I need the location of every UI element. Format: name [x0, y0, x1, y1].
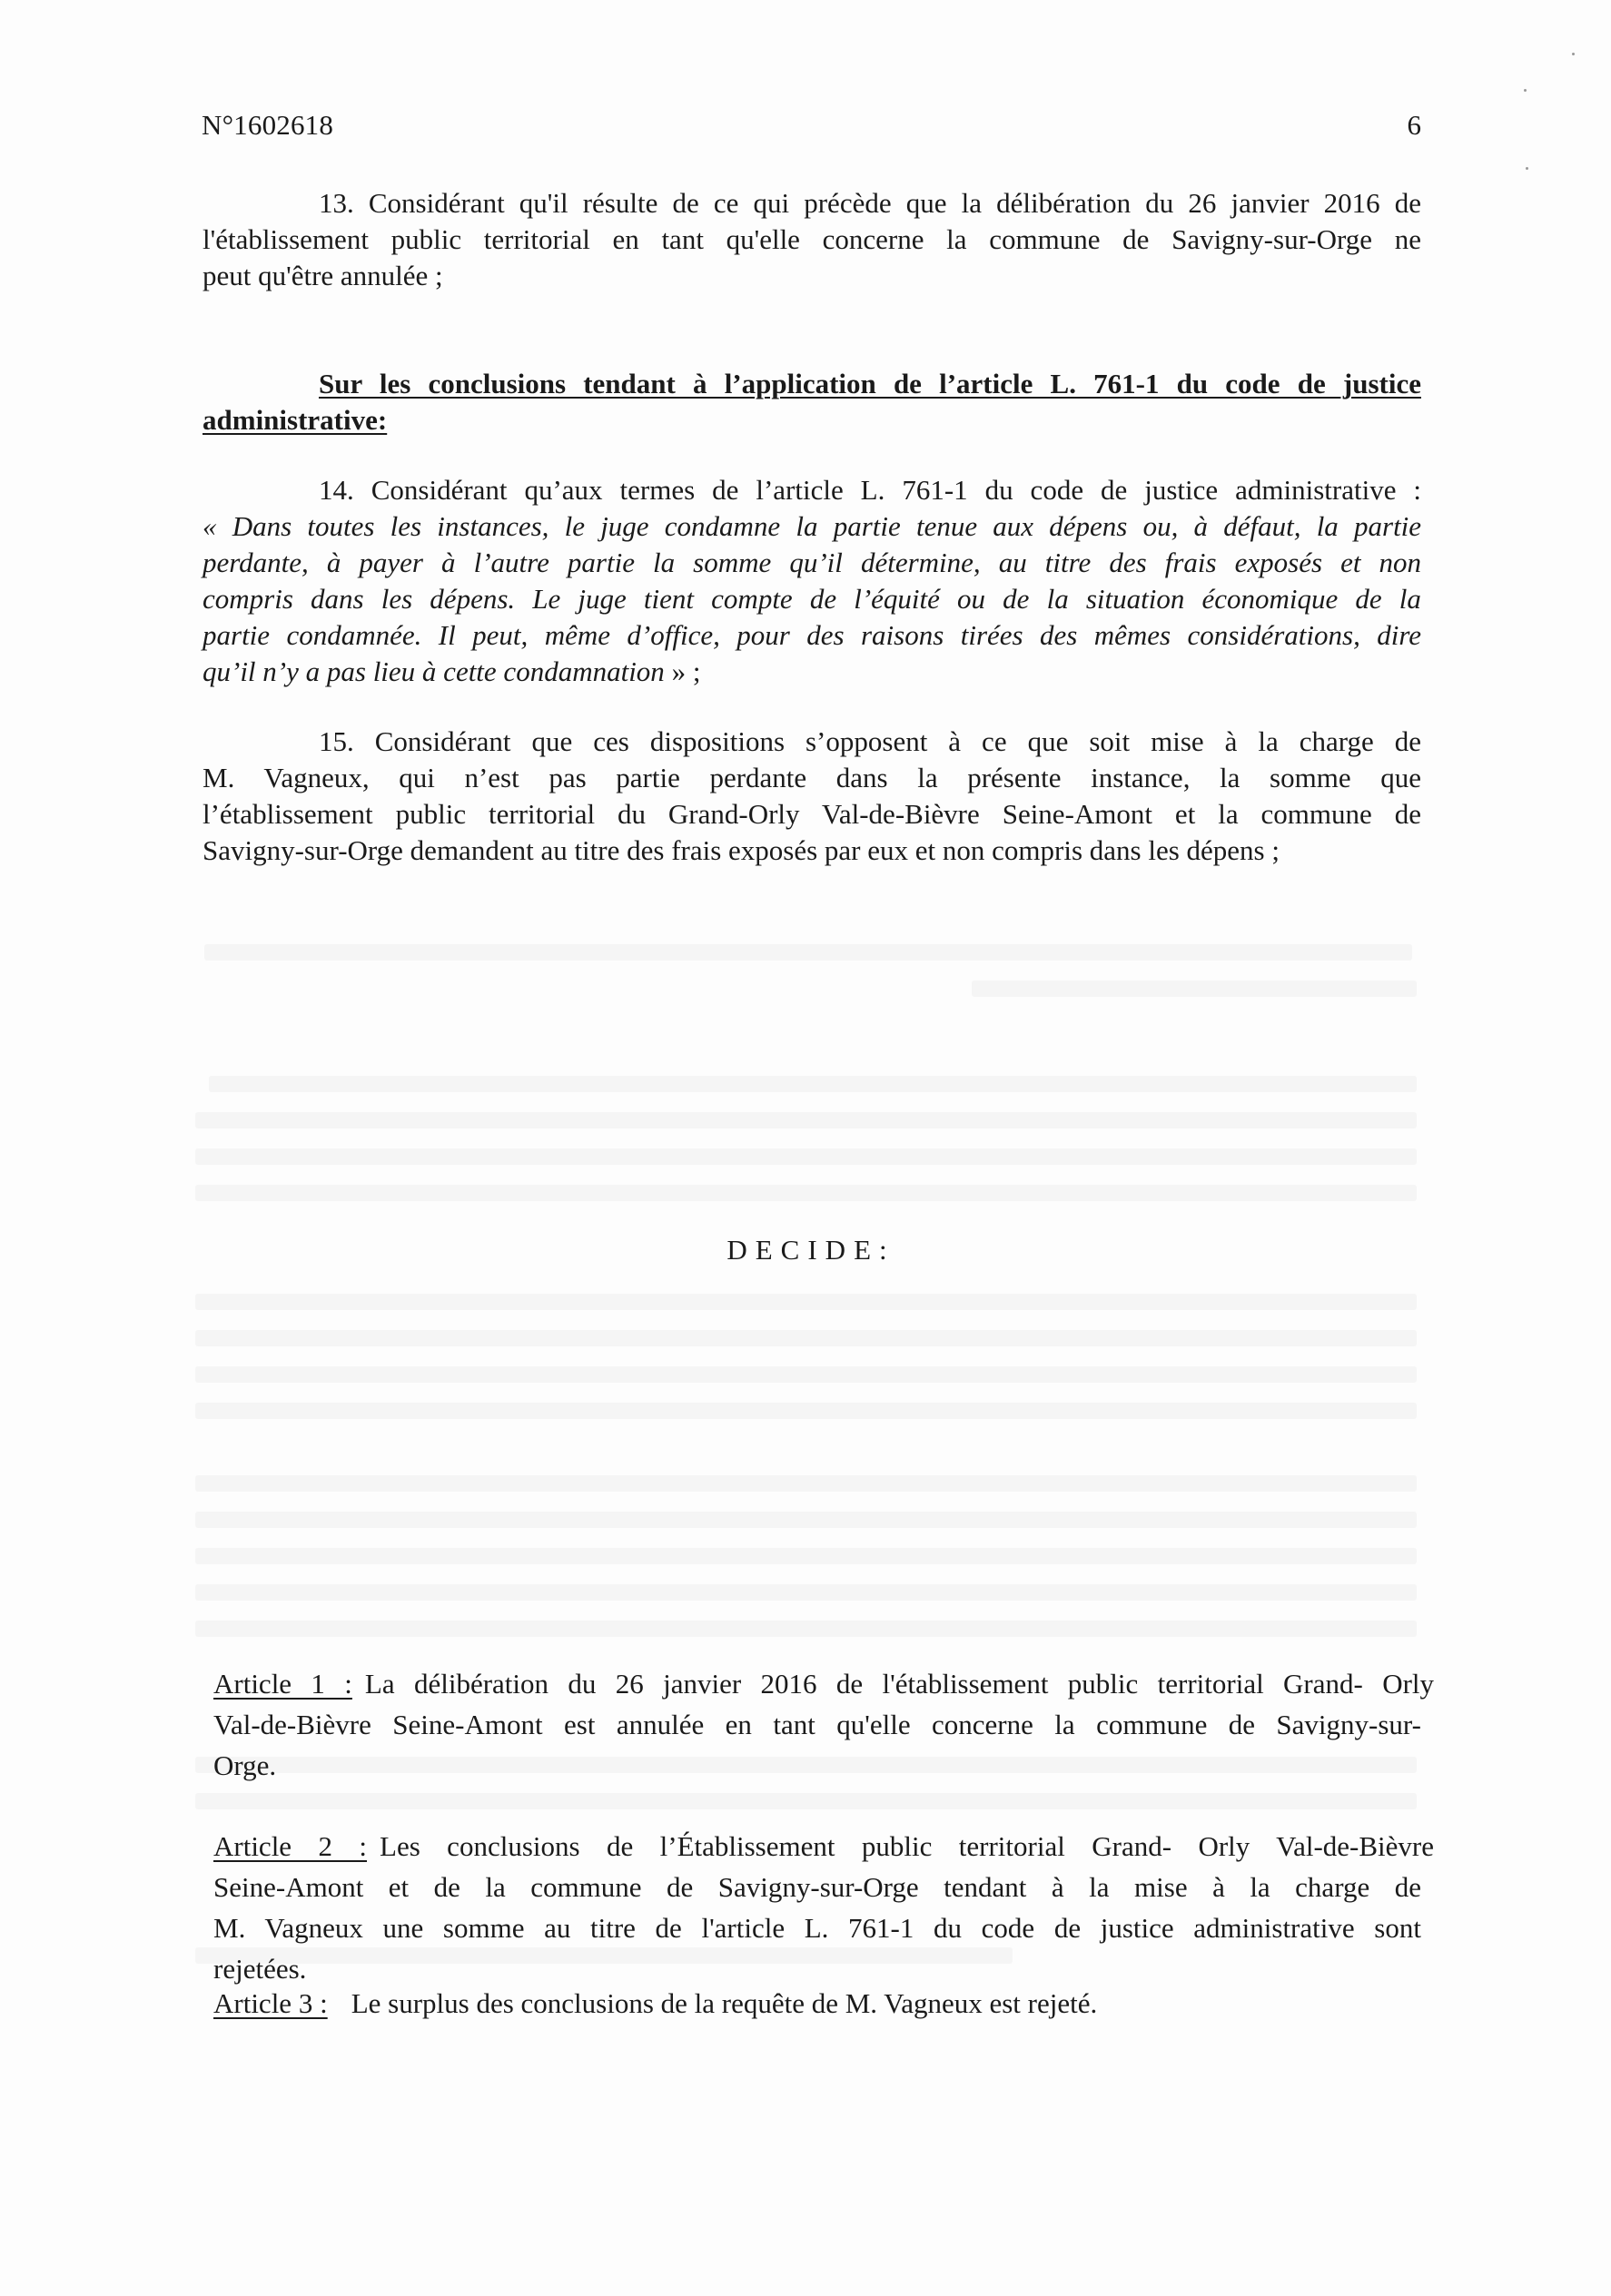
paragraph-line: peut qu'être annulée ; — [203, 260, 443, 291]
paragraph-line: l’établissement public territorial du Grand-Orly Val-de-Bièvre Seine-Amont et la commune de — [203, 798, 1421, 830]
bleed-through-mark — [195, 1548, 1417, 1564]
scan-speck — [1526, 167, 1528, 170]
bleed-through-mark — [195, 1621, 1417, 1637]
article-text: Les conclusions de l’Établissement public territorial Grand- Orly Val-de-Bièvre — [380, 1830, 1434, 1862]
scan-speck — [1572, 53, 1575, 55]
bleed-through-mark — [195, 1512, 1417, 1528]
paragraph-line: 15. Considérant que ces dispositions s’opposent à ce que soit mise à la charge de — [319, 725, 1422, 757]
quote-end: qu’il n’y a pas lieu à cette condamnation — [203, 655, 665, 687]
bleed-through-mark — [195, 1584, 1417, 1601]
paragraph-line: Savigny-sur-Orge demandent au titre des frais exposés par eux et non compris dans les dépens ; — [203, 834, 1280, 866]
article-3 — [213, 1983, 1421, 2024]
bleed-through-mark — [195, 1403, 1417, 1419]
article-line: Val-de-Bièvre Seine-Amont est annulée en tant qu'elle concerne la commune de Savigny-sur- — [213, 1709, 1421, 1740]
section-heading — [203, 366, 1421, 439]
decision-title: DECIDE: — [726, 1234, 895, 1266]
quote-line: perdante, à payer à l’autre partie la somme qu’il détermine, au titre des frais exposés et non — [203, 547, 1422, 578]
paragraph-line: 14. Considérant qu’aux termes de l’article L. 761-1 du code de justice administrative : — [319, 474, 1422, 506]
article-line: rejetées. — [213, 1953, 307, 1985]
heading-text: administrative: — [203, 404, 388, 436]
bleed-through-mark — [204, 944, 1412, 961]
heading-text: Sur les conclusions tendant à l’application de l’article L. 761-1 du code de justice — [319, 368, 1421, 399]
bleed-through-mark — [195, 1148, 1417, 1165]
bleed-through-mark — [195, 1793, 1417, 1809]
article-label: Article 3 : — [213, 1987, 328, 2019]
paragraph-line: 13. Considérant qu'il résulte de ce qui précède que la délibération du 26 janvier 2016 de — [319, 187, 1422, 219]
paragraph-15 — [203, 724, 1421, 869]
paragraph-13 — [203, 185, 1421, 294]
scan-speck — [1524, 89, 1527, 92]
bleed-through-mark — [195, 1475, 1417, 1492]
bleed-through-mark — [195, 1185, 1417, 1201]
quote-closing: » ; — [664, 655, 701, 687]
bleed-through-mark — [209, 1076, 1417, 1092]
article-text: Le surplus des conclusions de la requête de M. Vagneux est rejeté. — [351, 1987, 1098, 2019]
bleed-through-mark — [972, 980, 1417, 997]
bleed-through-mark — [195, 1294, 1417, 1310]
heading-line — [203, 366, 1421, 402]
paragraph-14 — [203, 472, 1421, 690]
article-label: Article 1 : — [213, 1668, 352, 1700]
article-1 — [213, 1663, 1435, 1786]
heading-line — [203, 402, 1421, 439]
quote-line: compris dans les dépens. Le juge tient compte de l’équité ou de la situation économique de la — [203, 583, 1421, 615]
bleed-through-mark — [195, 1366, 1417, 1383]
article-line: Orge. — [213, 1749, 277, 1781]
article-line — [213, 1983, 1421, 2024]
page-number: 6 — [1407, 109, 1421, 141]
bleed-through-mark — [195, 1112, 1417, 1128]
article-line: M. Vagneux une somme au titre de l'article L. 761-1 du code de justice administrative sont — [213, 1912, 1421, 1944]
article-line — [213, 1826, 1434, 1867]
article-label: Article 2 : — [213, 1830, 368, 1862]
paragraph-line: l'établissement public territorial en tant qu'elle concerne la commune de Savigny-sur-Orge ne — [203, 223, 1421, 255]
quote-line: « Dans toutes les instances, le juge condamne la partie tenue aux dépens ou, à défaut, la partie — [203, 510, 1422, 542]
bleed-through-mark — [195, 1330, 1417, 1346]
case-number: N°1602618 — [202, 109, 334, 141]
article-line — [213, 1663, 1435, 1704]
article-2 — [213, 1826, 1434, 1989]
quote-line: partie condamnée. Il peut, même d’office, pour des raisons tirées des mêmes considérations, dire — [203, 619, 1422, 651]
quote-line-final — [203, 654, 1421, 690]
paragraph-line: M. Vagneux, qui n’est pas partie perdante dans la présente instance, la somme que — [203, 762, 1421, 793]
article-text: La délibération du 26 janvier 2016 de l'établissement public territorial Grand- Orly — [364, 1668, 1435, 1700]
article-line: Seine-Amont et de la commune de Savigny-sur-Orge tendant à la mise à la charge de — [213, 1871, 1421, 1903]
